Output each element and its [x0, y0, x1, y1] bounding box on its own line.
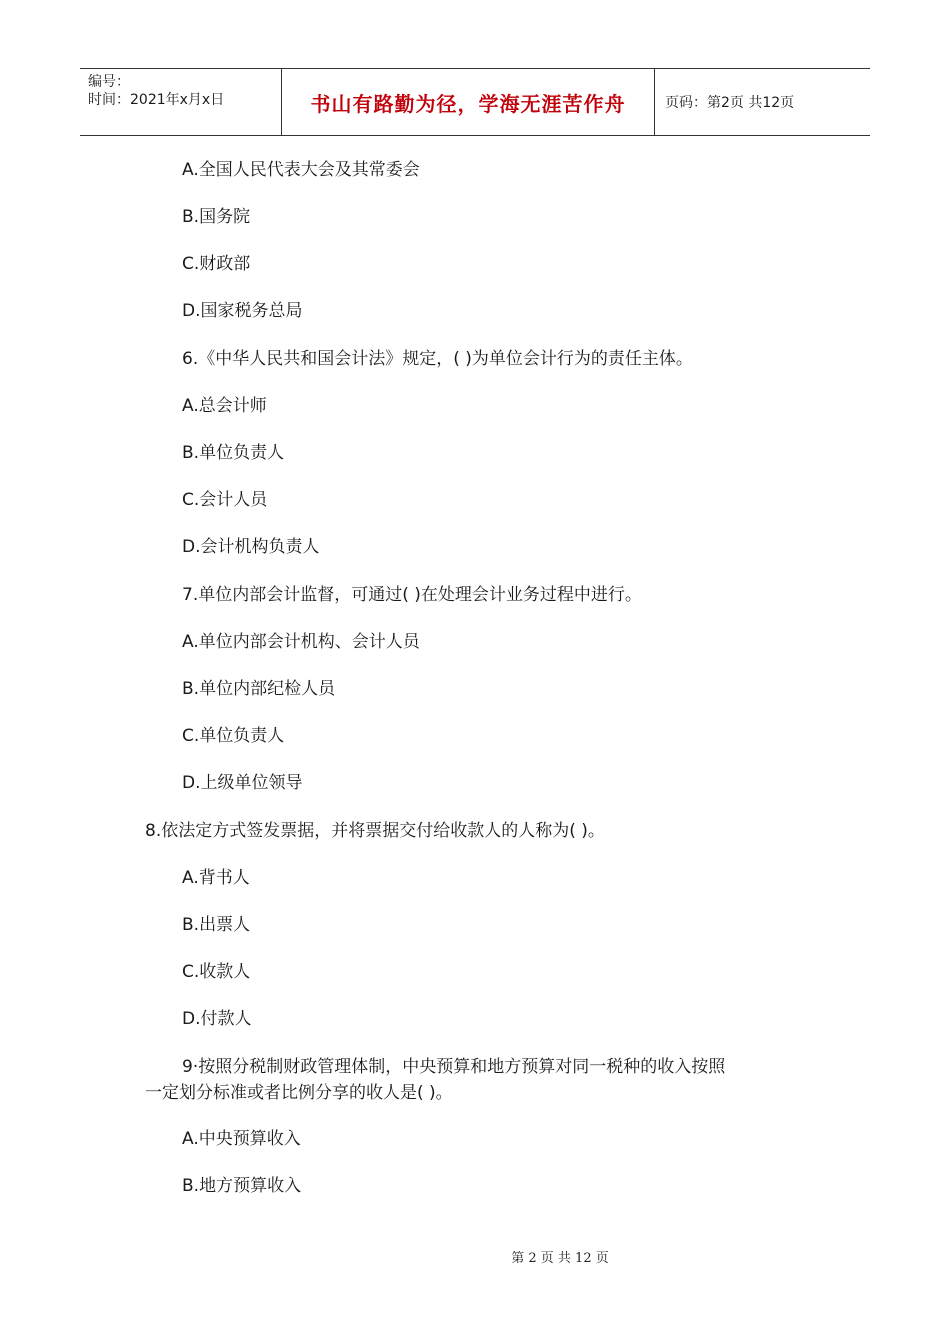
option-c: C.会计人员 — [182, 490, 268, 510]
page-footer: 第 2 页 共 12 页 — [511, 1251, 609, 1266]
option-d: D.付款人 — [182, 1009, 252, 1029]
page-header — [80, 68, 870, 136]
option-c: C.财政部 — [182, 254, 251, 274]
option-b: B.单位负责人 — [182, 443, 285, 463]
question-6: 6.《中华人民共和国会计法》规定，( )为单位会计行为的责任主体。 — [182, 349, 693, 369]
document-number-label: 编号： — [88, 74, 130, 90]
header-meta — [80, 69, 282, 135]
option-a: A.全国人民代表大会及其常委会 — [182, 160, 420, 180]
option-b: B.国务院 — [182, 207, 251, 227]
option-b: B.地方预算收入 — [182, 1176, 302, 1196]
option-c: C.单位负责人 — [182, 726, 285, 746]
document-time-label: 时间：2021年x月x日 — [88, 92, 225, 108]
question-9-line-1: 9·按照分税制财政管理体制，中央预算和地方预算对同一税种的收入按照 — [182, 1057, 726, 1077]
option-a: A.中央预算收入 — [182, 1129, 301, 1149]
header-motto: 书山有路勤为径，学海无涯苦作舟 — [310, 91, 626, 116]
option-a: A.总会计师 — [182, 396, 267, 416]
option-d: D.国家税务总局 — [182, 301, 303, 321]
question-8: 8.依法定方式签发票据，并将票据交付给收款人的人称为( )。 — [145, 821, 605, 841]
option-d: D.上级单位领导 — [182, 773, 303, 793]
option-b: B.单位内部纪检人员 — [182, 679, 336, 699]
header-motto-cell — [282, 69, 655, 135]
option-d: D.会计机构负责人 — [182, 537, 320, 557]
option-a: A.背书人 — [182, 868, 250, 888]
option-a: A.单位内部会计机构、会计人员 — [182, 632, 420, 652]
option-b: B.出票人 — [182, 915, 251, 935]
option-c: C.收款人 — [182, 962, 251, 982]
header-page-info: 页码：第2页 共12页 — [665, 95, 795, 111]
question-9-line-2: 一定划分标准或者比例分享的收人是( )。 — [145, 1083, 453, 1103]
question-7: 7.单位内部会计监督，可通过( )在处理会计业务过程中进行。 — [182, 585, 642, 605]
